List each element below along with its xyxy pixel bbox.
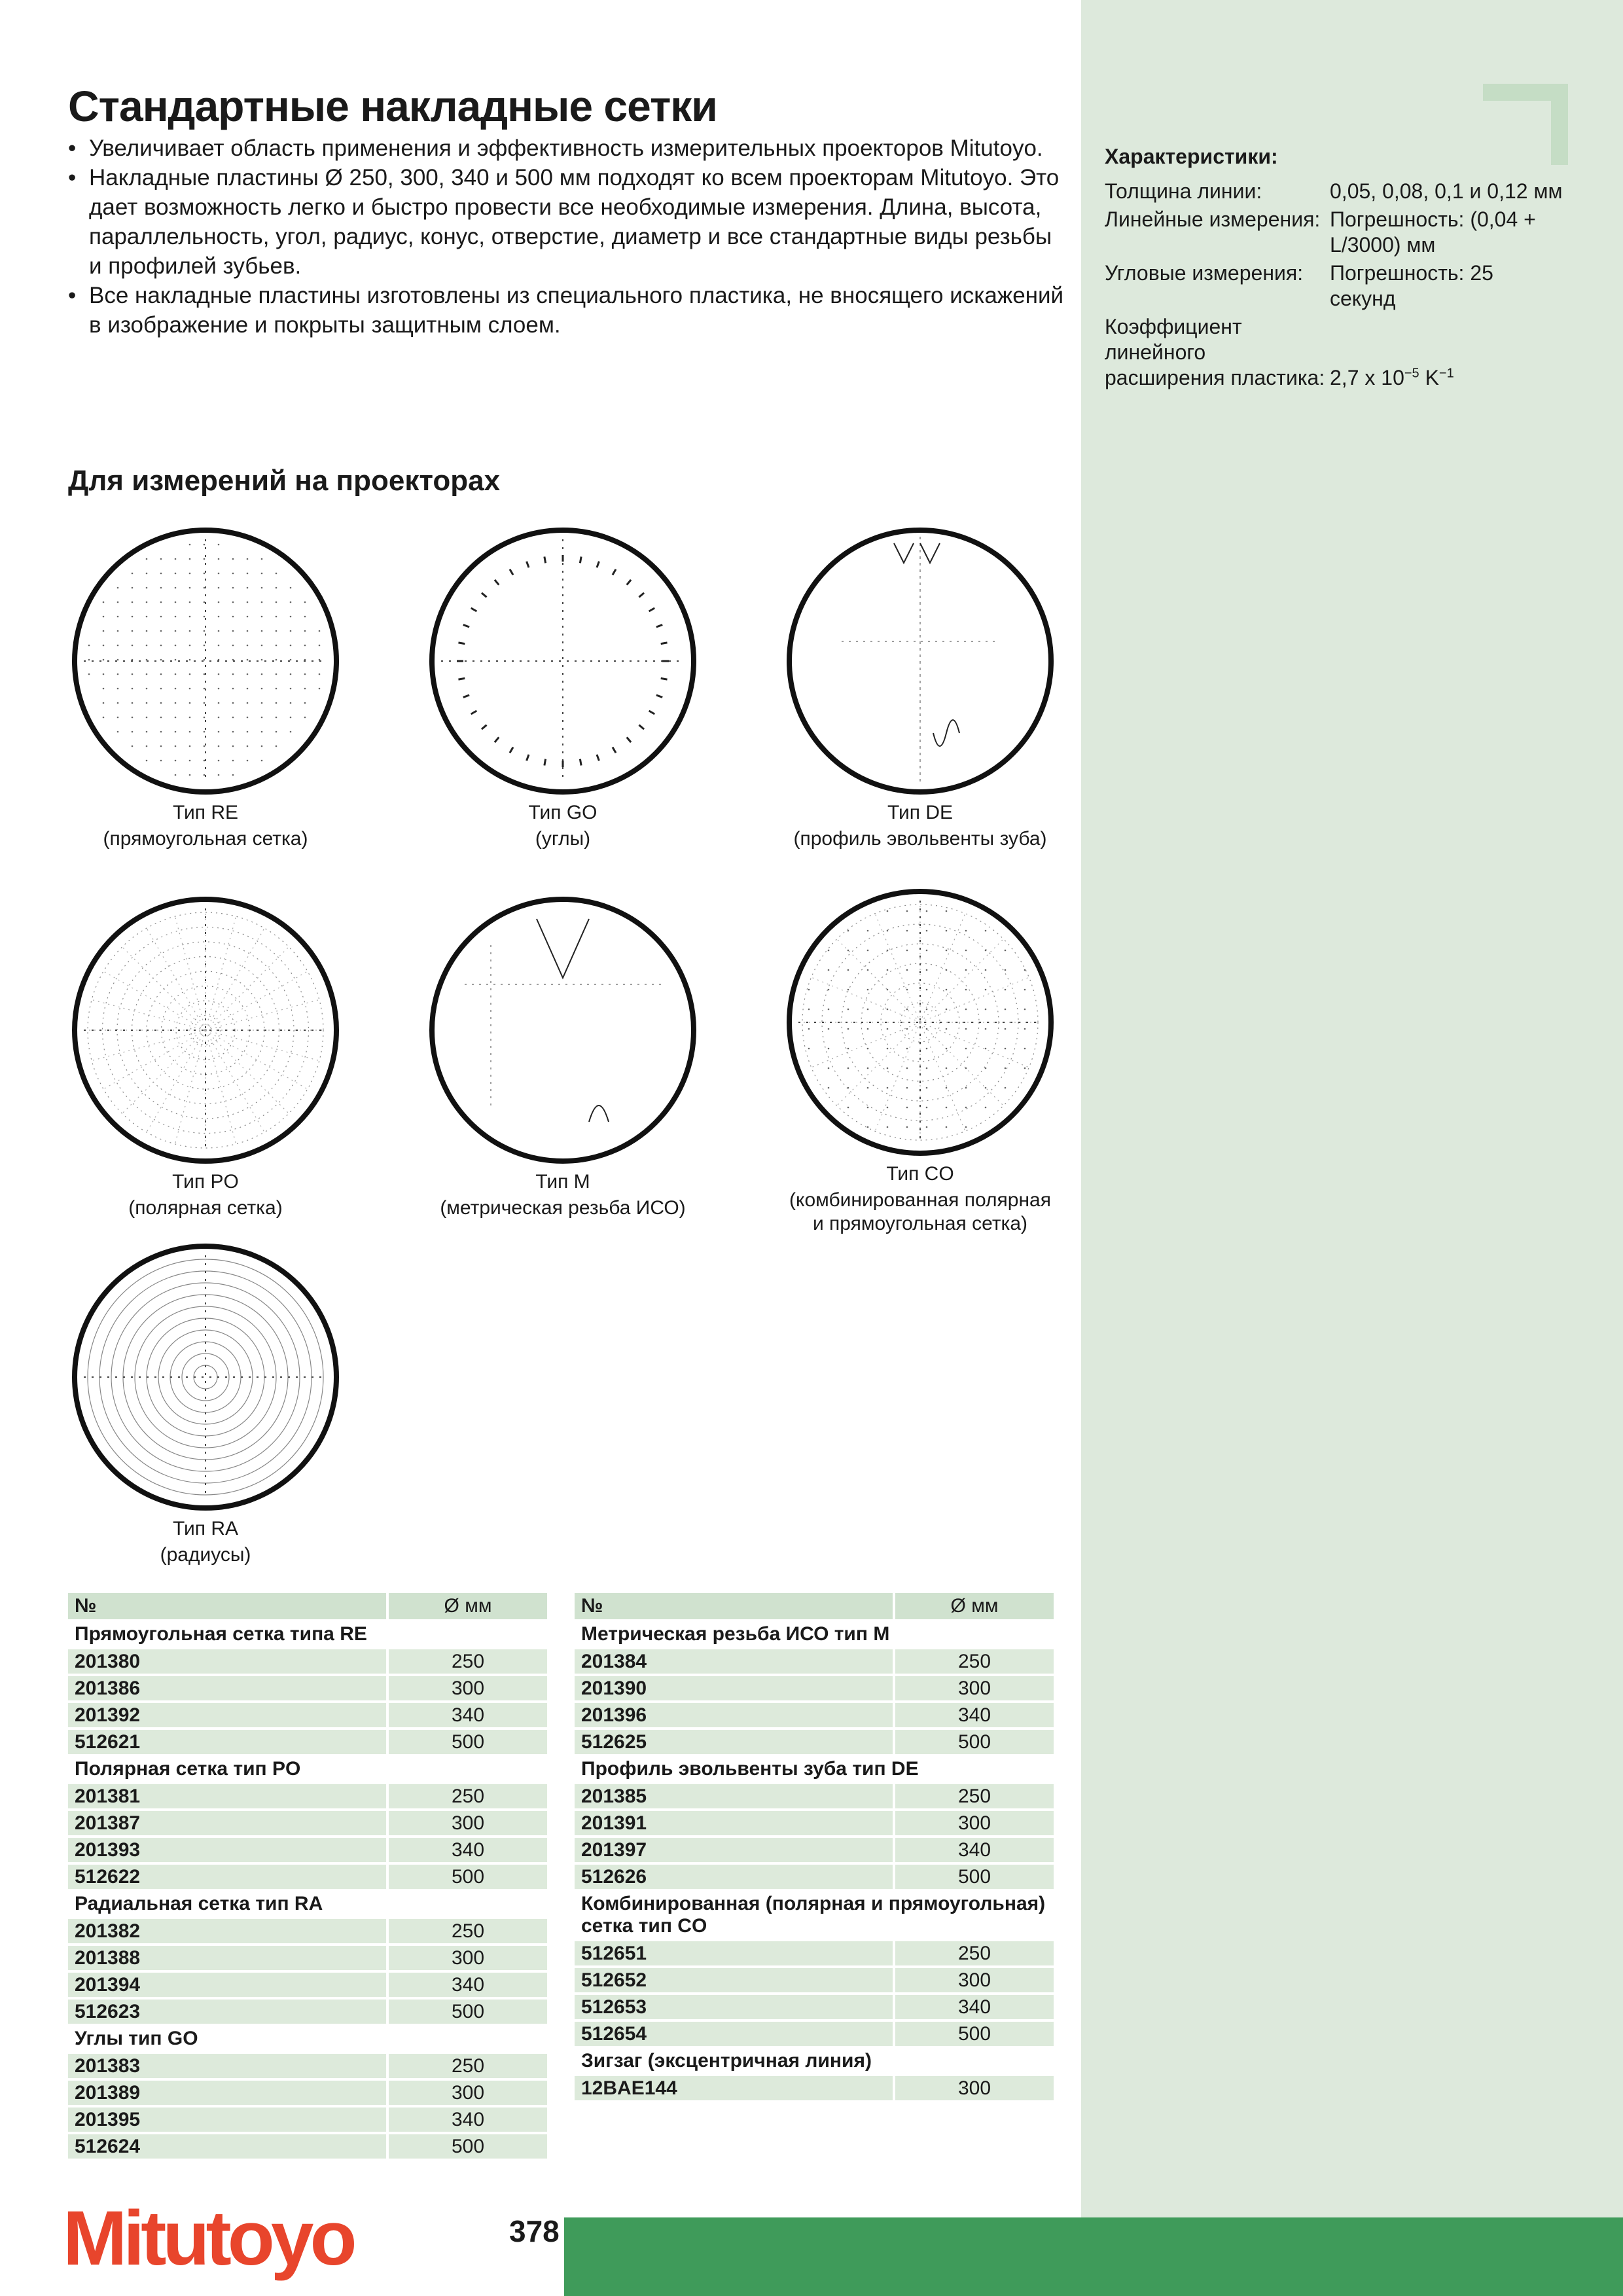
order-number: 512624 — [68, 2134, 386, 2159]
table-row — [68, 1676, 547, 1700]
diameter-value: 340 — [893, 1995, 1054, 2019]
order-number: 201393 — [68, 1838, 386, 1862]
diameter-value: 250 — [386, 2054, 547, 2078]
order-number: 201392 — [68, 1703, 386, 1727]
table-row — [575, 2076, 1054, 2100]
spec-key: Толщина линии: — [1105, 179, 1262, 203]
table-row — [68, 1919, 547, 1943]
table-group-title: Прямоугольная сетка типа RE — [68, 1622, 547, 1647]
order-number: 512651 — [575, 1941, 893, 1965]
reticle-desc: (радиусы) — [160, 1544, 251, 1566]
diameter-value: 500 — [893, 1865, 1054, 1889]
table-row — [575, 1730, 1054, 1754]
table-header-row — [68, 1593, 547, 1619]
feature-item: • Увеличивает область применения и эффективность измерительных проекторов Mitutoyo. — [68, 134, 1069, 163]
table-header-number: № — [575, 1593, 893, 1619]
reticle-de-image — [783, 524, 1058, 798]
reticle-go-image — [425, 524, 700, 798]
order-number: 201389 — [68, 2081, 386, 2105]
order-number: 512622 — [68, 1865, 386, 1889]
reticle-ra-image — [68, 1240, 343, 1515]
reticle-go — [425, 524, 700, 851]
spec-row — [1105, 260, 1563, 312]
spec-row — [1105, 207, 1563, 258]
diameter-value: 300 — [386, 1946, 547, 1970]
table-row — [68, 1973, 547, 1997]
diameter-value: 500 — [386, 2134, 547, 2159]
reticle-desc: (полярная сетка) — [128, 1197, 283, 1219]
reticle-re — [68, 524, 343, 851]
table-group-title: Радиальная сетка тип RA — [68, 1892, 547, 1916]
reticle-label: Тип GO — [528, 802, 597, 823]
diameter-value: 500 — [893, 1730, 1054, 1754]
order-number: 512653 — [575, 1995, 893, 2019]
reticle-label: Тип DE — [887, 802, 954, 823]
diameter-value: 340 — [386, 1973, 547, 1997]
order-number: 201391 — [575, 1811, 893, 1835]
spec-value — [1330, 365, 1563, 391]
order-number: 201383 — [68, 2054, 386, 2078]
page-number: 378 — [509, 2214, 560, 2248]
table-row — [575, 1995, 1054, 2019]
table-group-title: Углы тип GO — [68, 2026, 547, 2051]
order-table-left — [68, 1590, 547, 2161]
table-group-title: Профиль эвольвенты зуба тип DE — [575, 1757, 1054, 1782]
table-row — [68, 2054, 547, 2078]
order-number: 201397 — [575, 1838, 893, 1862]
section-subtitle: Для измерений на проекторах — [68, 465, 501, 497]
spec-value: Погрешность: (0,04 + L/3000) мм — [1330, 207, 1536, 257]
table-header-diameter: Ø мм — [893, 1593, 1054, 1619]
reticle-label: Тип M — [535, 1171, 590, 1193]
order-number: 512652 — [575, 1968, 893, 1992]
page-title: Стандартные накладные сетки — [68, 82, 717, 130]
table-group-row — [68, 1757, 547, 1782]
reticle-ra — [68, 1240, 343, 1567]
diameter-value: 340 — [386, 2108, 547, 2132]
diameter-value: 340 — [893, 1703, 1054, 1727]
specs-panel — [1105, 144, 1563, 393]
specs-heading: Характеристики: — [1105, 145, 1278, 168]
reticle-m — [425, 893, 700, 1220]
table-group-title: Зигзаг (эксцентричная линия) — [575, 2049, 1054, 2073]
diameter-value: 300 — [893, 1676, 1054, 1700]
reticle-re-image — [68, 524, 343, 798]
order-number: 512625 — [575, 1730, 893, 1754]
reticle-desc: (метрическая резьба ИСО) — [440, 1197, 686, 1219]
table-row — [68, 2081, 547, 2105]
table-row — [575, 1941, 1054, 1965]
diameter-value: 250 — [386, 1784, 547, 1808]
reticle-co — [783, 885, 1058, 1236]
reticle-m-image — [425, 893, 700, 1168]
table-group-row — [575, 1622, 1054, 1647]
table-row — [68, 1649, 547, 1674]
table-row — [68, 1784, 547, 1808]
order-number: 201390 — [575, 1676, 893, 1700]
reticle-label: Тип RE — [172, 802, 239, 823]
table-row — [68, 1703, 547, 1727]
order-number: 512626 — [575, 1865, 893, 1889]
order-number: 201386 — [68, 1676, 386, 1700]
table-header-number: № — [68, 1593, 386, 1619]
table-row — [575, 1865, 1054, 1889]
diameter-value: 300 — [386, 2081, 547, 2105]
order-table-right — [575, 1590, 1054, 2103]
diameter-value: 300 — [893, 1968, 1054, 1992]
table-row — [68, 1811, 547, 1835]
diameter-value: 250 — [893, 1784, 1054, 1808]
spec-value: Погрешность: 25 секунд — [1330, 261, 1493, 310]
table-group-title: Комбинированная (полярная и прямоугольная) сетка тип CO — [575, 1892, 1054, 1939]
diameter-value: 250 — [386, 1919, 547, 1943]
mitutoyo-logo: Mitutoyo — [63, 2195, 353, 2282]
table-row — [575, 1703, 1054, 1727]
diameter-value: 340 — [386, 1703, 547, 1727]
diameter-value: 250 — [893, 1941, 1054, 1965]
table-row — [68, 1865, 547, 1889]
feature-list — [68, 134, 1069, 340]
table-row — [575, 1649, 1054, 1674]
reticle-desc: (комбинированная полярная и прямоугольная сетка) — [789, 1189, 1051, 1234]
diameter-value: 500 — [386, 2000, 547, 2024]
table-row — [575, 1968, 1054, 1992]
table-group-title: Метрическая резьба ИСО тип M — [575, 1622, 1054, 1647]
spec-value-exp: −5 — [1404, 366, 1419, 381]
reticle-label: Тип CO — [886, 1163, 954, 1185]
reticle-desc: (профиль эвольвенты зуба) — [793, 828, 1047, 850]
reticle-desc: (углы) — [535, 828, 591, 850]
table-row — [68, 2108, 547, 2132]
spec-key: Линейные измерения: — [1105, 207, 1321, 231]
footer-bar — [564, 2217, 1623, 2296]
table-row — [575, 1838, 1054, 1862]
diameter-value: 250 — [386, 1649, 547, 1674]
table-group-title: Полярная сетка тип PO — [68, 1757, 547, 1782]
diameter-value: 500 — [386, 1865, 547, 1889]
table-group-row — [575, 1892, 1054, 1939]
reticle-po — [68, 893, 343, 1220]
diameter-value: 500 — [386, 1730, 547, 1754]
table-row — [68, 1838, 547, 1862]
diameter-value: 340 — [386, 1838, 547, 1862]
reticle-desc: (прямоугольная сетка) — [103, 828, 308, 850]
table-group-row — [68, 1622, 547, 1647]
reticle-co-image — [783, 885, 1058, 1160]
diameter-value: 300 — [893, 1811, 1054, 1835]
order-number: 201394 — [68, 1973, 386, 1997]
order-number: 201387 — [68, 1811, 386, 1835]
order-number: 201380 — [68, 1649, 386, 1674]
order-number: 512621 — [68, 1730, 386, 1754]
order-number: 201396 — [575, 1703, 893, 1727]
spec-value-base: 2,7 x 10 — [1330, 366, 1404, 389]
table-row — [575, 1784, 1054, 1808]
table-row — [68, 1946, 547, 1970]
spec-value-unit: K — [1419, 366, 1439, 389]
order-number: 201388 — [68, 1946, 386, 1970]
diameter-value: 500 — [893, 2022, 1054, 2046]
diameter-value: 300 — [386, 1811, 547, 1835]
feature-item: • Все накладные пластины изготовлены из специального пластика, не вносящего искажений в изображение и покрыты защитным слоем. — [68, 281, 1069, 340]
feature-item: • Накладные пластины Ø 250, 300, 340 и 500 мм подходят ко всем проекторам Mitutoyo. Это дает возможность легко и быстро провести все необходимые измерения. Длина, высота, параллельность, угол, радиус, конус, отверстие, диаметр и все стандартные виды резьбы и профилей зубьев. — [68, 163, 1069, 281]
table-group-row — [575, 2049, 1054, 2073]
spec-key: Угловые измерения: — [1105, 261, 1304, 285]
spec-value: 0,05, 0,08, 0,1 и 0,12 мм — [1330, 179, 1563, 203]
table-group-row — [68, 2026, 547, 2051]
reticle-label: Тип RA — [172, 1518, 239, 1539]
diameter-value: 340 — [893, 1838, 1054, 1862]
order-number: 201384 — [575, 1649, 893, 1674]
spec-row — [1105, 314, 1563, 391]
table-row — [575, 1676, 1054, 1700]
table-row — [575, 2022, 1054, 2046]
table-row — [68, 2000, 547, 2024]
spec-value-unit-exp: −1 — [1438, 366, 1454, 381]
reticle-de — [783, 524, 1058, 851]
order-number: 12BAE144 — [575, 2076, 893, 2100]
table-group-row — [68, 1892, 547, 1916]
reticle-label: Тип PO — [172, 1171, 239, 1193]
order-number: 201381 — [68, 1784, 386, 1808]
diameter-value: 300 — [893, 2076, 1054, 2100]
table-row — [575, 1811, 1054, 1835]
table-header-diameter: Ø мм — [386, 1593, 547, 1619]
order-number: 512623 — [68, 2000, 386, 2024]
order-number: 512654 — [575, 2022, 893, 2046]
diameter-value: 250 — [893, 1649, 1054, 1674]
table-row — [68, 1730, 547, 1754]
table-group-row — [575, 1757, 1054, 1782]
order-number: 201385 — [575, 1784, 893, 1808]
table-header-row — [575, 1593, 1054, 1619]
order-number: 201382 — [68, 1919, 386, 1943]
table-row — [68, 2134, 547, 2159]
spec-key: Коэффициент линейного расширения пластика: — [1105, 315, 1325, 389]
order-number: 201395 — [68, 2108, 386, 2132]
spec-row — [1105, 179, 1563, 204]
diameter-value: 300 — [386, 1676, 547, 1700]
reticle-po-image — [68, 893, 343, 1168]
